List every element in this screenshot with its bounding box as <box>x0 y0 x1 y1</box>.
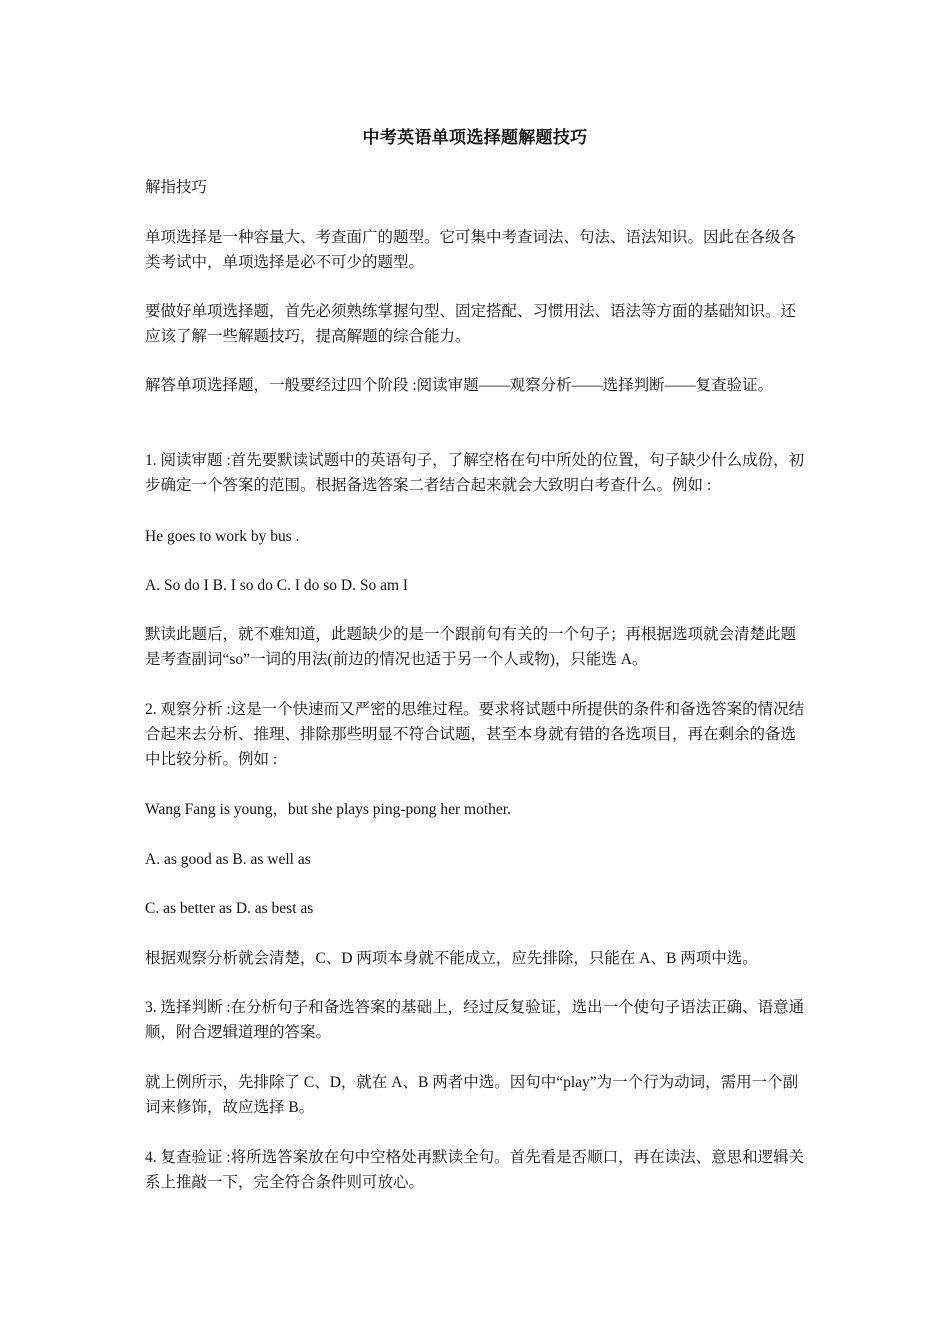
paragraph-step-2: 2. 观察分析 :这是一个快速而又严密的思维过程。要求将试题中所提供的条件和备选答案的情况结合起来去分析、推理、排除那些明显不符合试题，甚至本身就有错的各选项目，再在剩余的备选中比较分析。例如 : <box>145 701 805 768</box>
paragraph-step-4: 4. 复查验证 :将所选答案放在句中空格处再默读全句。首先看是否顺口，再在读法、意思和逻辑关系上推敲一下，完全符合条件则可放心。 <box>145 1149 805 1191</box>
paragraph-analysis-1: 默读此题后，就不难知道，此题缺少的是一个跟前句有关的一个句子；再根据选项就会清楚此题是考查副词“so”一词的用法(前边的情况也适于另一个人或物)，只能选 A。 <box>145 626 797 668</box>
paragraph-basics: 要做好单项选择题，首先必须熟练掌握句型、固定搭配、习惯用法、语法等方面的基础知识。还应该了解一些解题技巧，提高解题的综合能力。 <box>145 303 797 345</box>
example-options-2a: A. as good as B. as well as <box>145 851 311 868</box>
example-options-1: A. So do I B. I so do C. I do so D. So am I <box>145 577 409 594</box>
example-sentence-1: He goes to work by bus . <box>145 528 300 545</box>
paragraph-analysis-2: 根据观察分析就会清楚，C、D 两项本身就不能成立，应先排除，只能在 A、B 两项中选。 <box>145 950 758 967</box>
paragraph-intro: 单项选择是一种容量大、考查面广的题型。它可集中考查词法、句法、语法知识。因此在各级各类考试中，单项选择是必不可少的题型。 <box>145 229 797 271</box>
section-heading: 解指技巧 <box>145 179 208 196</box>
paragraph-step-3: 3. 选择判断 :在分析句子和备选答案的基础上，经过反复验证，选出一个使句子语法正确、语意通顺，附合逻辑道理的答案。 <box>145 999 805 1041</box>
document-title: 中考英语单项选择题解题技巧 <box>362 128 588 147</box>
paragraph-four-stages: 解答单项选择题，一般要经过四个阶段 :阅读审题——观察分析——选择判断——复查验证。 <box>145 377 774 394</box>
example-sentence-2: Wang Fang is young，but she plays ping-pong her mother. <box>145 801 511 818</box>
paragraph-step-1: 1. 阅读审题 :首先要默读试题中的英语句子，了解空格在句中所处的位置，句子缺少什么成份，初步确定一个答案的范围。根据备选答案二者结合起来就会大致明白考查什么。例如 : <box>145 452 805 494</box>
paragraph-analysis-3: 就上例所示，先排除了 C、D，就在 A、B 两者中选。因句中“play”为一个行为动词，需用一个副词来修饰，故应选择 B。 <box>145 1074 799 1116</box>
example-options-2b: C. as better as D. as best as <box>145 900 314 917</box>
